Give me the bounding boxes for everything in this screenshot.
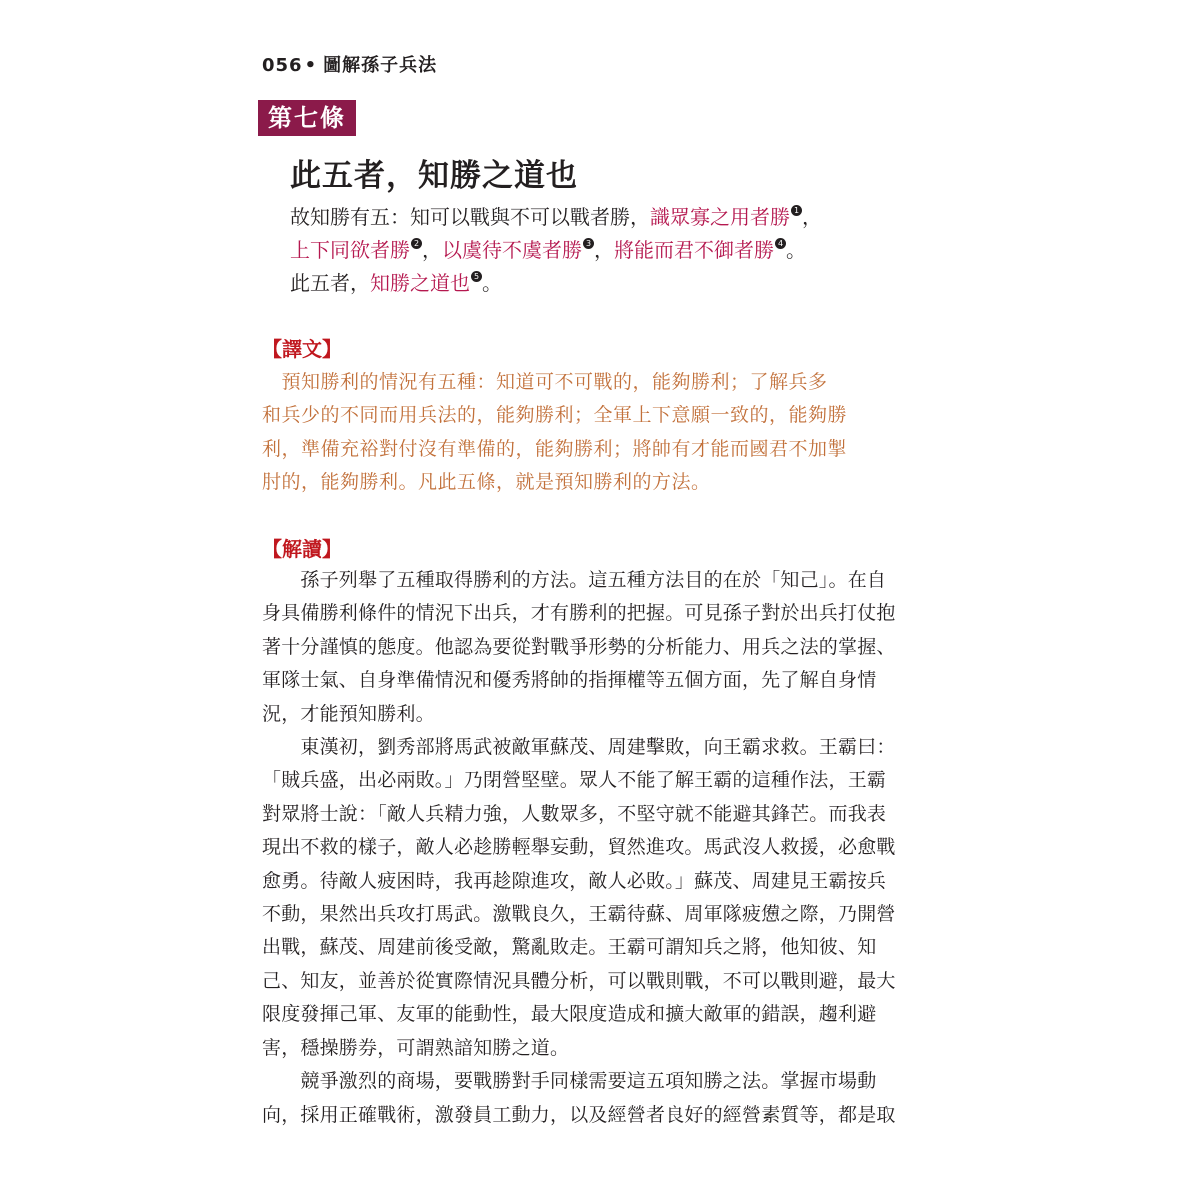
footnote-marker: 3 [583,238,594,249]
highlighted-phrase: 將能而君不御者勝 [614,238,774,262]
text-line: 限度發揮己軍、友軍的能動性，最大限度造成和擴大敵軍的錯誤，趨利避 [262,1003,877,1026]
text-line: 己、知友，並善於從實際情況具體分析，可以戰則戰，不可以戰則避，最大 [262,969,896,992]
text-line: 著十分謹慎的態度。他認為要從對戰爭形勢的分析能力、用兵之法的掌握、 [262,635,896,658]
text-line: 和兵少的不同而用兵法的，能夠勝利；全軍上下意願一致的，能夠勝 [262,404,848,427]
footnote-marker: 2 [411,238,422,249]
text-line: 對眾將士說：「敵人兵精力強，人數眾多，不堅守就不能避其鋒芒。而我表 [262,802,887,825]
text-line: 況，才能預知勝利。 [262,702,435,725]
book-title: 圖解孫子兵法 [323,55,438,76]
quote-text: 。 [786,238,806,262]
text-line: 現出不救的樣子，敵人必趁勝輕舉妄動，貿然進攻。馬武沒人救援，必愈戰 [262,836,896,859]
quote-line [290,201,910,234]
translation-heading: 【譯文】 [262,337,342,361]
footnote-marker: 1 [791,205,802,216]
quote-text: ， [802,205,822,229]
quote-text: 此五者， [290,271,370,295]
page-header [262,51,437,77]
separator-dot: • [304,55,318,76]
text-line: 競爭激烈的商場，要戰勝對手同樣需要這五項知勝之法。掌握市場動 [262,1070,877,1093]
quote-text: 。 [482,271,502,295]
highlighted-phrase: 識眾寡之用者勝 [650,205,790,229]
text-line: 身具備勝利條件的情況下出兵，才有勝利的把握。可見孫子對於出兵打仗抱 [262,602,896,625]
text-line: 預知勝利的情況有五種：知道可不可戰的，能夠勝利；了解兵多 [262,371,828,393]
quote-line [290,267,910,300]
quote-line [290,234,910,267]
text-line: 害，穩操勝券，可謂熟諳知勝之道。 [262,1036,570,1059]
text-line: 出戰，蘇茂、周建前後受敵，驚亂敗走。王霸可謂知兵之將，他知彼、知 [262,936,877,959]
footnote-marker: 5 [471,271,482,282]
quote-text: ， [422,238,442,262]
highlighted-phrase: 以虞待不虞者勝 [442,238,582,262]
text-line: 愈勇。待敵人疲困時，我再趁隙進攻，敵人必敗。」蘇茂、周建見王霸按兵 [262,869,887,892]
footnote-marker: 4 [775,238,786,249]
page-number: 056 [262,55,303,76]
commentary-heading: 【解讀】 [262,537,342,561]
highlighted-phrase: 上下同欲者勝 [290,238,410,262]
translation-text [262,366,942,500]
commentary-text [262,564,942,1132]
quote-text: 故知勝有五：知可以戰與不可以戰者勝， [290,205,650,229]
highlighted-phrase: 知勝之道也 [370,271,470,295]
quote-text: ， [594,238,614,262]
classical-quote [290,201,910,300]
text-line: 軍隊士氣、自身準備情況和優秀將帥的指揮權等五個方面，先了解自身情 [262,669,877,692]
section-tag: 第七條 [258,100,356,136]
text-line: 肘的，能夠勝利。凡此五條，就是預知勝利的方法。 [262,471,711,494]
text-line: 利，準備充裕對付沒有準備的，能夠勝利；將帥有才能而國君不加掣 [262,437,848,460]
text-line: 「賊兵盛，出必兩敗。」乃閉營堅壁。眾人不能了解王霸的這種作法，王霸 [262,769,887,792]
section-title: 此五者，知勝之道也 [290,158,578,194]
text-line: 孫子列舉了五種取得勝利的方法。這五種方法目的在於「知己」。在自 [262,569,887,591]
text-line: 向，採用正確戰術，激發員工動力，以及經營者良好的經營素質等，都是取 [262,1103,896,1126]
text-line: 不動，果然出兵攻打馬武。激戰良久，王霸待蘇、周軍隊疲憊之際，乃開營 [262,903,896,926]
text-line: 東漢初，劉秀部將馬武被敵軍蘇茂、周建擊敗，向王霸求救。王霸曰： [262,736,896,759]
